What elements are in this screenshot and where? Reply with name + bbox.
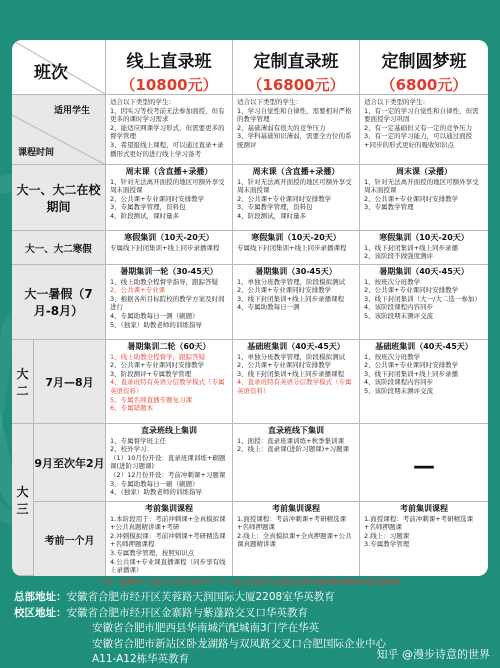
cell-heading: 寒假集训（10天-20天）: [379, 233, 469, 242]
cell-list: [110, 353, 228, 413]
cell-heading: 考前集训课程: [145, 504, 193, 513]
cell-summer2-custom: [233, 340, 360, 424]
column-title: 定制直录班: [253, 52, 339, 72]
cell-heading: 直录班线上集训: [141, 426, 197, 435]
cell-line: 4、阶段测试，课时量多: [237, 211, 307, 220]
cell-line: 1、单独分班教学管理，阶段模拟测试: [237, 277, 346, 286]
cell-list: [110, 278, 228, 330]
cell-line: 1、因实习等校考前无法参加面授，但有更多的课时学习需求: [110, 106, 225, 124]
cell-heading: 基础班集训（40天-45天）: [247, 342, 345, 351]
cell-line: 1.本阶段用于：考前冲刺课+全真模拟课+公共真题精讲课+考研: [110, 514, 226, 532]
cell-winter-dream: [360, 231, 488, 265]
cell-line: 2、公共课+专业课: [110, 286, 166, 295]
cell-line: 4、直录班特有英语分层教学模式（专属英语资料）: [237, 378, 352, 395]
cell-summer2-dream: [360, 340, 488, 424]
cell-line: 4、该阶段课程内容同步: [364, 378, 434, 387]
column-header-custom: [233, 40, 360, 95]
cell-list: [237, 437, 355, 454]
cell-line: 3、根据各所目标院校的教学方案及时间进行: [110, 294, 225, 312]
column-price: （10800元）: [120, 76, 218, 94]
cell-line: 3、线下封闭集训（大一/大二选一参加）: [364, 294, 481, 303]
cell-line: 1.面授课程：考前冲刺课+考研精选课+名师押题课: [364, 514, 474, 532]
schedule-table-card: [12, 40, 488, 576]
cell-school-online: [106, 165, 233, 231]
hq-address: 安徽省合肥市经开区芙蓉路天润国际大厦2208室华英教育: [66, 591, 335, 603]
cell-line: 6、专属错题本: [110, 404, 154, 413]
cell-line: 2、线上：直录课(进阶习题课)+习题课: [237, 445, 350, 454]
column-title: 定制圆梦班: [381, 52, 467, 72]
row-label-autumn: 9月至次年2月: [34, 424, 106, 502]
cell-line: 3、专属教学管理: [364, 203, 414, 212]
cell-heading: 暑期集训二轮（60天）: [127, 342, 211, 351]
cell-list: [106, 95, 232, 161]
cell-line: 3、专属教学管理，资料包: [110, 203, 186, 212]
cell-line: 4、该阶段课程内容同步: [364, 303, 434, 312]
cell-summer1-custom: [233, 265, 360, 340]
cell-line: 4、专属助教每日一测（刷题）: [110, 311, 199, 320]
cell-list: [233, 95, 359, 153]
cell-line: 4.公共课+专业课直播课程（同步享有线上录播课）: [110, 557, 226, 575]
cell-list: [110, 244, 228, 253]
cell-line: 1、线上助教全程督学指导，跟踪答疑: [110, 277, 219, 286]
column-title: 线上直录班: [126, 52, 212, 72]
cell-line: 2、公共课+专业课同时安排教学: [364, 286, 459, 295]
column-price: （6800元）: [380, 76, 468, 94]
cell-list: [364, 244, 484, 261]
cell-line: 1、针对无法离开面授的地区可额外享受周末面授课: [110, 177, 225, 195]
cell-line: 1、单独分班教学管理，阶段模拟测试: [237, 352, 346, 361]
group-label-year2: 大二: [12, 340, 34, 424]
cell-list: [110, 515, 228, 575]
column-header-online: [106, 40, 233, 95]
cell-line: 2、公共课+专业课同时安排教学: [237, 286, 332, 295]
cell-list: [110, 437, 228, 497]
cell-line: 专属线下封闭集训+线上同步录播课程: [237, 243, 347, 252]
cell-line: 3、学科基础知识薄弱，需要全方位的系统测评: [237, 132, 352, 149]
hq-label: 总部地址：: [14, 591, 67, 603]
cell-line: 3、线下封闭集训+线上同步录播课程: [237, 294, 345, 303]
column-price: （16800元）: [247, 76, 345, 94]
cell-line: 5、该阶段期末测评交流: [364, 311, 434, 320]
row-label-school: 大一、大二在校期间: [12, 165, 106, 231]
cell-heading: 周末课（录播）: [396, 167, 452, 176]
cell-line: 1、专属督学班主任: [110, 436, 167, 445]
cell-school-dream: [360, 165, 488, 231]
cell-line: 3、线下封闭集训+线上同步录播课程: [237, 369, 345, 378]
cell-heading: 周末课（含直播+录播）: [125, 167, 213, 176]
cell-line: 2、公共课+专业课同时安排教学: [364, 194, 459, 203]
cell-line: 2、公共课+专业课同时安排教学: [110, 194, 205, 203]
cell-summer2-online: [106, 340, 233, 424]
cell-line: 1、按班次分班教学: [364, 352, 421, 361]
cell-line: 4、直录班特有英语分层教学模式（专属英语资料）: [110, 378, 225, 395]
cell-line: 2、基础薄弱有很大的竞争压力: [237, 123, 326, 132]
cell-line: （1）10月份开设：直录班课训练+刷题课(进阶习题课): [110, 453, 226, 471]
cell-line: 3、希望报线上课程，可以通过直录+录播形式更好的进行线上学习备考: [110, 140, 224, 158]
cell-line: 2、公共课+专业课同时安排教学: [237, 194, 332, 203]
table-corner-cell: [12, 40, 106, 95]
row-label-winter: 大一、大二寒假: [12, 231, 106, 265]
cell-line: 4、阶段测试，课时量多: [110, 211, 180, 220]
row-label: 适用学生: [54, 106, 91, 116]
cell-line: 4、（独家）助教老师的训练指导: [110, 488, 202, 497]
campus-address-1: 安徽省合肥市经开区金寨路与紫蓬路交叉口华英教育: [66, 606, 308, 619]
cell-line: 1、学习自觉性和自律性，需要相对严格的教学管理: [237, 106, 352, 124]
cell-list: [237, 244, 355, 253]
cell-heading: 周末课（含直播+录播）: [252, 167, 340, 176]
cell-line: 3、阶段测评+专属教学管理: [110, 369, 192, 378]
cell-line: 2、该阶段不做强度测评: [364, 252, 434, 261]
cell-list: [237, 353, 355, 396]
cell-line: 1.面授课程：考前冲刺课+考研精选课+名师押题课: [237, 514, 347, 532]
cell-line: 1、有一定的学习自觉性和自律性，但需要面授学习巩固: [364, 106, 479, 124]
cell-list: [237, 178, 355, 221]
cell-list: [110, 178, 228, 221]
cell-line: 3.专属教学管理: [364, 540, 410, 549]
cell-summer1-dream: [360, 265, 488, 340]
group-label-year3: 大三: [12, 424, 34, 576]
corner-label: 班次: [34, 63, 68, 83]
cell-line: 2.线上：全真模拟课+全真押题课+公共课真题精讲课: [237, 531, 352, 549]
cell-line: 5、（独家）助教老师的训练指导: [110, 320, 202, 329]
campus-address-4: A11-A12栋华英教育: [92, 653, 190, 666]
cell-autumn-custom: [233, 424, 360, 502]
cell-final-dream: [360, 502, 488, 576]
cell-line: 1、线上助教全程督学，跟踪答疑: [110, 352, 206, 361]
cell-line: 2、能适应网课学习形式，但需要更多的督学管理: [110, 123, 225, 141]
cell-line: 2、公共课+专业课同时安排教学: [237, 361, 332, 370]
schedule-table: [12, 40, 488, 576]
cell-line: 3.专属教学管理，按照知识点: [110, 548, 195, 557]
cell-heading: 暑期集训（30-45天）: [255, 267, 337, 276]
cell-list: [360, 95, 488, 153]
cell-final-custom: [233, 502, 360, 576]
cell-winter-custom: [233, 231, 360, 265]
cell-line: 2、公共课+专业课同时安排教学: [110, 361, 205, 370]
cell-summer1-online: [106, 265, 233, 340]
cell-winter-online: [106, 231, 233, 265]
cell-suitable-online: [106, 95, 233, 165]
cell-list: [364, 353, 484, 396]
row-label-summer1: 大一暑假（7月-8月）: [12, 265, 106, 340]
cell-heading: 寒假集训（10天-20天）: [124, 233, 214, 242]
cell-line: 4、专属助教每日一测: [237, 303, 300, 312]
cell-line: 2、有一定基础但又有一定的竞争压力: [364, 123, 473, 132]
cell-line: 2、校外学习：: [110, 445, 154, 454]
cell-line: 3、线下封闭集训+线上同步录播: [364, 369, 459, 378]
cell-suitable-dream: [360, 95, 488, 165]
cell-heading: 寒假集训（10天-20天）: [251, 233, 341, 242]
cell-line: 1、按班次分班教学: [364, 277, 421, 286]
cell-heading: 考前集训课程: [400, 504, 448, 513]
cell-line: 3、专属教学管理，资料包: [237, 203, 313, 212]
campus-address-2: 安徽省合肥市肥西县华南城汽配城南3门学在华英: [92, 622, 320, 635]
cell-autumn-dream: [360, 424, 488, 502]
watermark: 知乎 @漫步诗意的世界: [376, 648, 490, 661]
cell-line: 2、公共课+专业课同时安排教学: [364, 361, 459, 370]
column-header-dream: [360, 40, 488, 95]
cell-heading: 暑期集训（40天-45天）: [379, 267, 469, 276]
footnote: **注：圆梦班：住宿+公共水电15元一天；线上直录班与定制直录班在面授集训期间免收住宿费用: [99, 578, 401, 586]
cell-line: 适合以下类型的学生：: [237, 98, 302, 106]
row-label-suitable: [12, 95, 106, 165]
cell-final-online: [106, 502, 233, 576]
empty-dash: —: [413, 454, 435, 479]
cell-line: 1、面授：直录班课训练+秋季集训课: [237, 436, 345, 445]
cell-heading: 基础班集训（40天-45天）: [375, 342, 473, 351]
cell-list: [237, 515, 355, 549]
cell-heading: 暑期集训一轮（30-45天）: [120, 267, 218, 276]
cell-list: [364, 278, 484, 321]
cell-line: 2.线上：习题课: [364, 531, 410, 540]
cell-list: [364, 515, 484, 549]
cell-line: 3、专属助教每日一刷（刷题）: [110, 479, 199, 488]
cell-line: 2.冲刺模拟课：考前冲刺课+考研精选课+名师押题课程: [110, 531, 226, 549]
cell-line: 适合以下类型的学生：: [110, 98, 175, 106]
cell-heading: 直录班线下集训: [268, 426, 324, 435]
cell-list: [364, 178, 484, 212]
campus-address-3: 安徽省合肥市新站区卧龙湖路与双凤路交叉口合肥国际企业中心: [92, 637, 386, 650]
cell-line: 专属线下封闭集训+线上同步录播课程: [110, 243, 220, 252]
campus-label: 校区地址：: [14, 606, 67, 619]
cell-line: 5、该阶段期末测评交流: [364, 386, 434, 395]
row-label-summer2: 7月—8月: [34, 340, 106, 424]
cell-line: （2）12月份开设：考前冲刺课+习题课: [110, 470, 226, 479]
cell-line: 适合以下类型的学生：: [364, 98, 429, 106]
cell-line: 3、有一定的学习能力，可以通过面授+同步的形式更好的吸收知识点: [364, 132, 473, 149]
cell-suitable-custom: [233, 95, 360, 165]
course-time-label: 课程时间: [18, 148, 55, 158]
cell-heading: 考前集训课程: [272, 504, 320, 513]
row-label-final: 考前一个月: [34, 502, 106, 576]
cell-line: 5、专属名师直播专题复习课: [110, 395, 193, 404]
cell-school-custom: [233, 165, 360, 231]
cell-line: 1、线下封闭集训+线上同步录播: [364, 243, 459, 252]
cell-autumn-online: [106, 424, 233, 502]
cell-line: 1、针对无法离开面授的地区可额外享受周末面授课: [364, 177, 479, 195]
cell-line: 1、针对无法离开面授的地区可额外享受周末面授课: [237, 177, 352, 195]
cell-list: [237, 278, 355, 312]
